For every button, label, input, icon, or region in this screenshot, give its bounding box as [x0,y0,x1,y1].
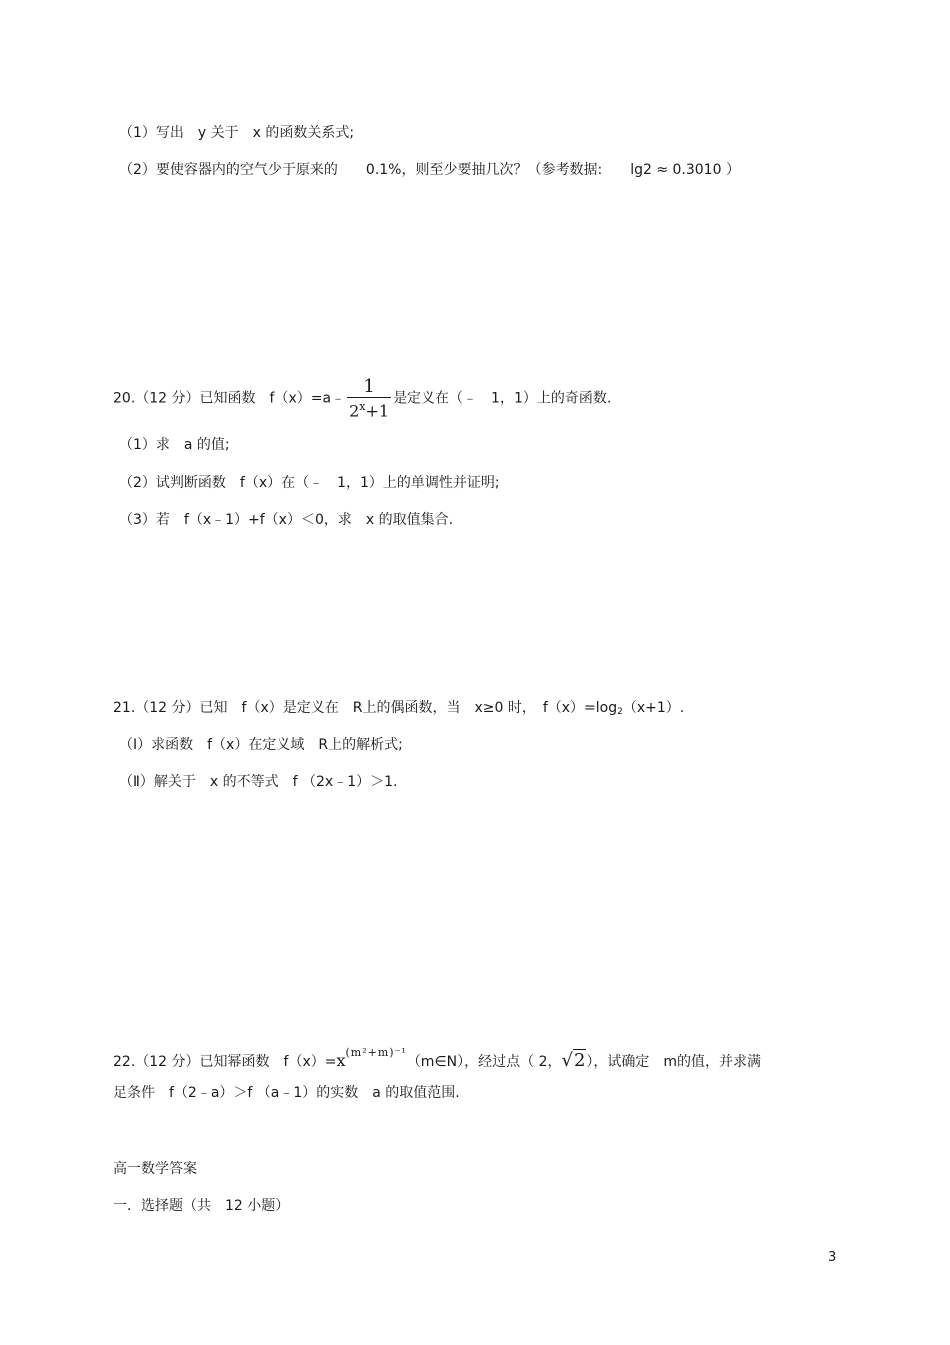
page-number: 3 [828,1250,837,1265]
q21-log-base: 2 [617,707,623,717]
answers-section1: 一．选择题（共 12 小题） [113,1198,290,1214]
q20-part2: （2）试判断函数 f（x）在（﹣ 1，1）上的单调性并证明; [119,475,500,491]
q20-stem-a: 20.（12 分）已知函数 f（x）=a﹣ [113,390,346,407]
q20-frac-num: 1 [363,376,375,397]
q20-stem-b: 是定义在（﹣ 1，1）上的奇函数. [393,390,612,407]
q21-part2: （Ⅱ）解关于 x 的不等式 f （2x﹣1）＞1. [119,774,398,790]
q19-part2: （2）要使容器内的空气少于原来的 0.1%，则至少要抽几次？（参考数据: lg2 ≈ 0.3010 ） [119,162,740,178]
q20-fraction [347,377,391,420]
q22-line2: 足条件 f（2﹣a）＞f （a﹣1）的实数 a 的取值范围. [113,1085,460,1101]
q20-stem [113,377,611,420]
q21-stem: 21.（12 分）已知 f（x）是定义在 R上的偶函数，当 x≥0 时， $f(x)=\log_2(x+1)$. [113,700,685,717]
q19-part1: （1）写出 y 关于 x 的函数关系式; [119,125,355,141]
answers-title: 高一数学答案 [113,1161,197,1177]
q22-sqrt: √2 [561,1050,586,1071]
q22-power: $x^{(m^2+m)^{-1}}$ [336,1046,407,1070]
q20-frac-den: $2^x+1$ [347,397,391,420]
q20-part1: （1）求 a 的值; [119,437,230,453]
q20-part3: （3）若 f（x﹣1）+f（x）＜0，求 x 的取值集合. [119,512,454,528]
q22-stem: 22.（12 分）已知幂函数 $f(x)=x^{(m^2+m)^{-1}}(m\in N)$，经过点（ 2，√2），试确定 m的值，并求满 [113,1038,761,1077]
q21-part1: （Ⅰ）求函数 f（x）在定义域 R上的解析式; [119,737,403,753]
